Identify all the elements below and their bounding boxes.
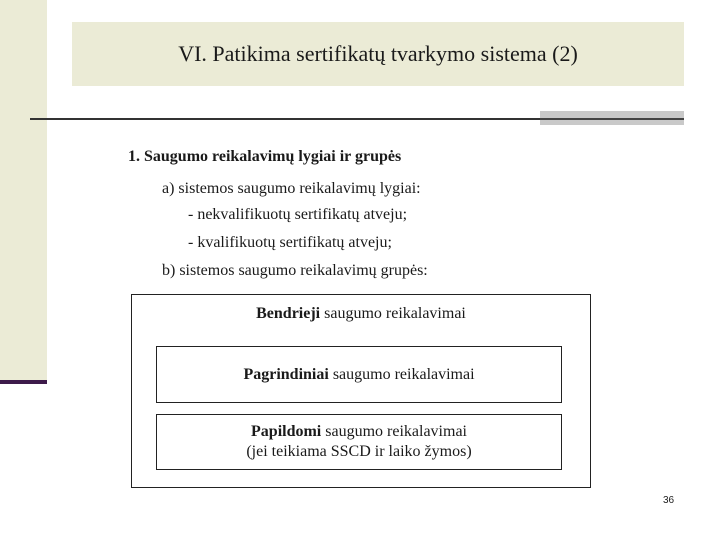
rule-accent-line: [540, 118, 684, 120]
additional-requirements-bold: Papildomi: [251, 423, 322, 440]
title-panel: [72, 22, 684, 86]
general-requirements-rest: saugumo reikalavimai: [320, 305, 466, 322]
page-number: 36: [663, 495, 675, 506]
bullet-b: b) sistemos saugumo reikalavimų grupės:: [162, 262, 428, 279]
core-requirements-box: [156, 346, 562, 403]
core-requirements-bold: Pagrindiniai: [243, 365, 329, 383]
bullet-a: a) sistemos saugumo reikalavimų lygiai:: [162, 180, 421, 197]
additional-requirements-note: (jei teikiama SSCD ir laiko žymos): [246, 443, 472, 460]
additional-requirements-rest: saugumo reikalavimai: [321, 423, 467, 440]
additional-requirements-box: [156, 414, 562, 470]
core-requirements-rest: saugumo reikalavimai: [328, 365, 475, 383]
left-decor-bar-edge: [0, 380, 47, 384]
bullet-a-2: - kvalifikuotų sertifikatų atveju;: [188, 234, 392, 251]
bullet-a-1: - nekvalifikuotų sertifikatų atveju;: [188, 206, 408, 223]
general-requirements-box: [131, 294, 591, 488]
general-requirements-label: [132, 305, 590, 323]
left-decor-bar: [0, 0, 47, 383]
general-requirements-bold: Bendrieji: [256, 305, 321, 322]
section-heading: 1. Saugumo reikalavimų lygiai ir grupės: [128, 148, 402, 165]
slide-title: VI. Patikima sertifikatų tvarkymo sistema (2): [178, 41, 578, 66]
